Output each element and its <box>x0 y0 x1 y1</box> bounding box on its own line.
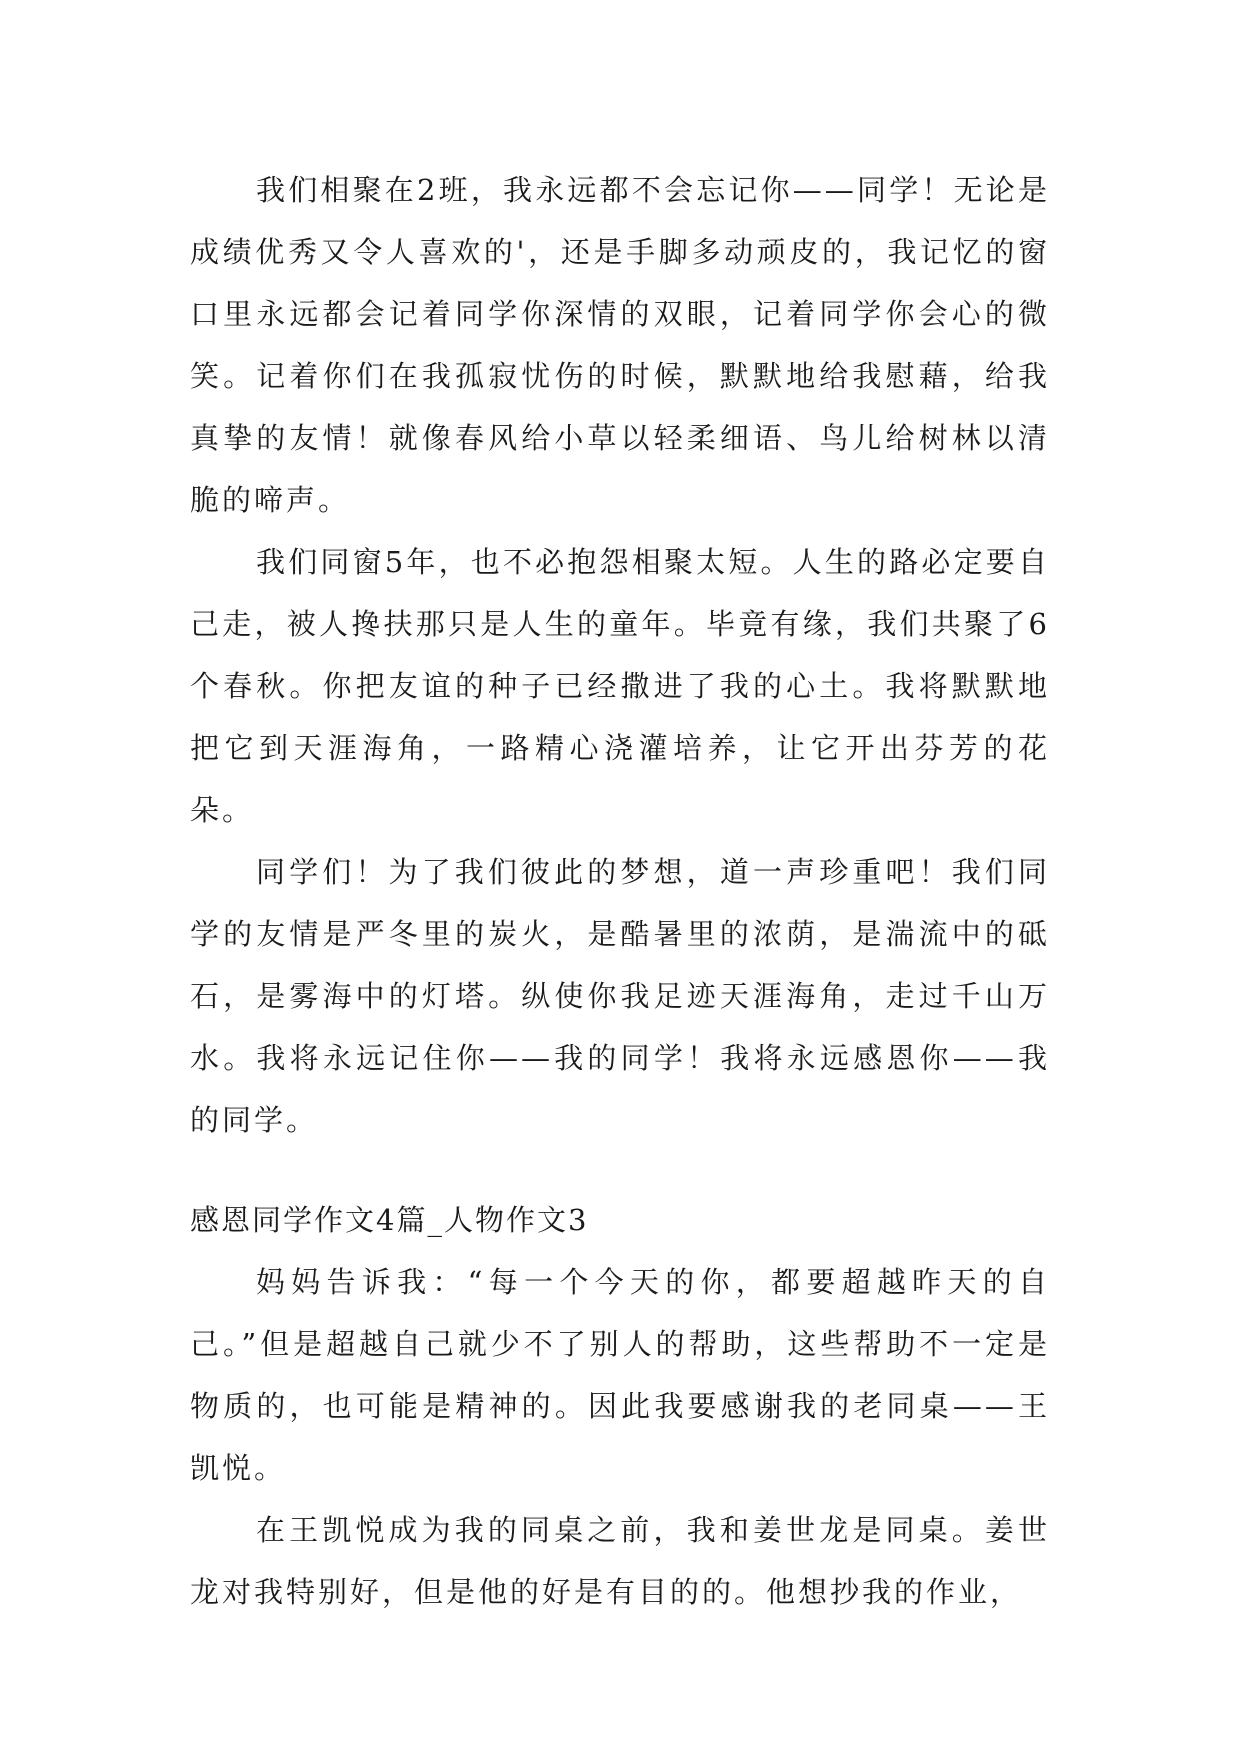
paragraph: 我们同窗5年，也不必抱怨相聚太短。人生的路必定要自己走，被人搀扶那只是人生的童年。毕竟有缘，我们共聚了6个春秋。你把友谊的种子已经撒进了我的心土。我将默默地把它到天涯海角，一路精心浇灌培养，让它开出芬芳的花朵。 <box>190 545 1050 827</box>
document-body <box>190 159 1050 1623</box>
paragraph: 妈妈告诉我：“每一个今天的你，都要超越昨天的自己。”但是超越自己就少不了别人的帮助，这些帮助不一定是物质的，也可能是精神的。因此我要感谢我的老同桌——王凯悦。 <box>190 1265 1050 1485</box>
section-title: 感恩同学作文4篇_人物作文3 <box>190 1203 589 1237</box>
paragraph: 同学们！为了我们彼此的梦想，道一声珍重吧！我们同学的友情是严冬里的炭火，是酷暑里的浓荫，是湍流中的砥石，是雾海中的灯塔。纵使你我足迹天涯海角，走过千山万水。我将永远记住你——我的同学！我将永远感恩你——我的同学。 <box>190 855 1050 1137</box>
paragraph: 在王凯悦成为我的同桌之前，我和姜世龙是同桌。姜世龙对我特别好，但是他的好是有目的的。他想抄我的作业， <box>190 1513 1050 1609</box>
paragraph: 我们相聚在2班，我永远都不会忘记你——同学！无论是成绩优秀又令人喜欢的'，还是手脚多动顽皮的，我记忆的窗口里永远都会记着同学你深情的双眼，记着同学你会心的微笑。记着你们在我孤寂忧伤的时候，默默地给我慰藉，给我真挚的友情！就像春风给小草以轻柔细语、鸟儿给树林以清脆的啼声。 <box>190 173 1050 517</box>
